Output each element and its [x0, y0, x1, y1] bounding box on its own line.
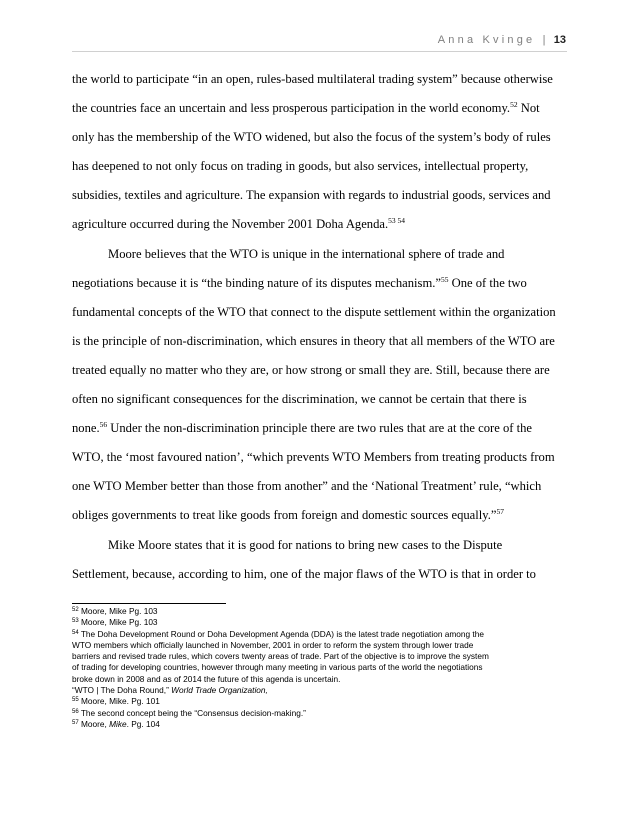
- body-line: [72, 419, 567, 448]
- footnote-line: of trading for developing countries, however through many meeting in various parts of the world the negotiations: [72, 662, 483, 673]
- footnote-separator: [72, 603, 226, 604]
- body-line: one WTO Member better than those from another” and the ‘National Treatment’ rule, “which: [72, 479, 542, 494]
- body-text-run: the countries face an uncertain and less prosperous participation in the world economy.: [72, 101, 511, 116]
- body-line: [72, 506, 567, 535]
- footnote-ref: 57: [496, 507, 504, 517]
- body-line: treated equally no matter who they are, or how strong or small they are. Still, because there are: [72, 362, 550, 377]
- footnote-number: 57: [72, 719, 79, 726]
- footnote-number: 53: [72, 618, 79, 625]
- body-line: is the principle of non-discrimination, which ensures in theory that all members of the WTO are: [72, 333, 555, 348]
- footnote-56: [72, 708, 567, 719]
- body-line: [72, 215, 567, 244]
- body-text-run: Under the non-discrimination principle there are two rules that are at the core of the: [107, 421, 533, 436]
- body-line: subsidies, textiles and agriculture. The expansion with regards to industrial goods, services and: [72, 188, 551, 203]
- body-text-run: obliges governments to treat like goods from foreign and domestic sources equally.”: [72, 508, 497, 523]
- header-separator: |: [542, 34, 546, 46]
- footnote-ref: 52: [510, 100, 518, 110]
- body-line: Mike Moore states that it is good for nations to bring new cases to the Dispute: [108, 537, 503, 552]
- body-text-run: none.: [72, 421, 100, 436]
- footnote-text: Moore,: [78, 718, 110, 729]
- footnote-number: 56: [72, 708, 79, 715]
- body-text: [72, 70, 567, 594]
- body-line: [72, 274, 567, 303]
- footnote-text: The second concept being the “Consensus decision-making.”: [78, 707, 306, 718]
- body-line: fundamental concepts of the WTO that connect to the dispute settlement within the organization: [72, 304, 556, 319]
- footnote-line: [72, 685, 567, 696]
- header-rule: [72, 51, 567, 52]
- footnote-ref: 55: [440, 274, 449, 284]
- footnote-number: 55: [72, 697, 79, 704]
- body-text-run: Not: [517, 101, 540, 116]
- footnote-ref: 56: [99, 420, 108, 430]
- footnote-line: WTO members which officially launched in November, 2001 in order to reform the system through lower trade: [72, 639, 474, 650]
- page-number: 13: [553, 34, 566, 46]
- footnote-text: Moore, Mike. Pg. 101: [78, 696, 160, 707]
- footnote-number: 52: [72, 607, 79, 613]
- footnote-52: [72, 606, 567, 617]
- footnote-53: [72, 617, 567, 628]
- footnote-ref: 53 54: [388, 216, 406, 226]
- footnote-54: [72, 629, 567, 640]
- footnote-number: 54: [72, 629, 79, 636]
- footnote-text: The Doha Development Round or Doha Development Agenda (DDA) is the latest trade negotiation among the: [78, 628, 484, 639]
- footnote-line: broke down in 2008 and as of 2014 the future of this agenda is uncertain.: [72, 673, 341, 684]
- footnote-text: Moore, Mike Pg. 103: [78, 606, 158, 616]
- body-line: [72, 99, 567, 128]
- footnote-italic: Mike: [109, 718, 127, 729]
- footnote-italic: World Trade Organization,: [171, 685, 268, 696]
- body-line: WTO, the ‘most favoured nation’, “which prevents WTO Members from treating products from: [72, 450, 555, 465]
- body-line: Moore believes that the WTO is unique in the international sphere of trade and: [108, 246, 505, 261]
- body-text-run: agriculture occurred during the November 2001 Doha Agenda.: [72, 217, 389, 232]
- body-line: the world to participate “in an open, rules-based multilateral trading system” because otherwise: [72, 72, 553, 86]
- footnote-line: barriers and revised trade rules, which covers twenty areas of trade. Part of the objective is to improve the system: [72, 651, 489, 662]
- footnote-text: Moore, Mike Pg. 103: [78, 617, 158, 628]
- footnotes: [72, 606, 567, 730]
- header-author: Anna Kvinge: [437, 34, 536, 46]
- body-text-run: One of the two: [448, 275, 527, 290]
- page-header: [438, 34, 566, 46]
- body-line: only has the membership of the WTO widened, but also the focus of the system’s body of rules: [72, 130, 551, 145]
- footnote-55: [72, 696, 567, 707]
- body-line: has deepened to not only focus on trading in goods, but also services, intellectual property,: [72, 159, 529, 174]
- body-text-run: negotiations because it is “the binding nature of its disputes mechanism.”: [72, 275, 441, 290]
- footnote-57: [72, 719, 567, 730]
- footnote-text: . Pg. 104: [126, 718, 160, 729]
- footnote-text: “WTO | The Doha Round,”: [72, 685, 172, 696]
- body-line: often no significant consequences for the discrimination, we cannot be certain that there is: [72, 392, 527, 407]
- body-line: Settlement, because, according to him, one of the major flaws of the WTO is that in order to: [72, 566, 536, 581]
